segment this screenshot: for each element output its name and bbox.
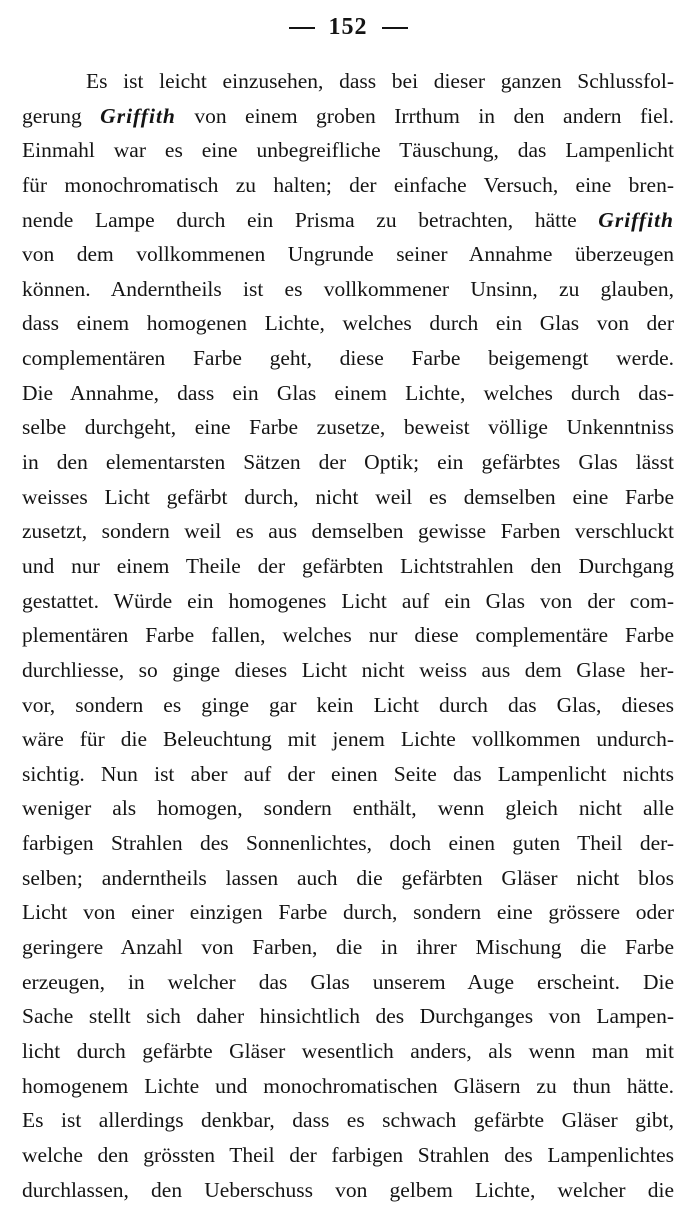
- text-line-4: für monochromatisch zu halten; der einfache Versuch, eine bren-: [22, 168, 674, 203]
- text-line-15: und nur einem Theile der gefärbten Lichtstrahlen den Durchgang: [22, 549, 674, 584]
- text-line-23: farbigen Strahlen des Sonnenlichtes, doch einen guten Theil der-: [22, 826, 674, 861]
- text-line-5: [22, 203, 674, 238]
- text-line-9: complementären Farbe geht, diese Farbe beigemengt werde.: [22, 341, 674, 376]
- text-line-25: Licht von einer einzigen Farbe durch, sondern eine grössere oder: [22, 895, 674, 930]
- text-line-13: weisses Licht gefärbt durch, nicht weil es demselben eine Farbe: [22, 480, 674, 515]
- text-segment: nende Lampe durch ein Prisma zu betrachten, hätte: [22, 208, 598, 232]
- page-header: [0, 14, 696, 41]
- page-number: 152: [329, 14, 368, 40]
- text-line-8: dass einem homogenen Lichte, welches durch ein Glas von der: [22, 306, 674, 341]
- text-line-18: durchliesse, so ginge dieses Licht nicht weiss aus dem Glase her-: [22, 653, 674, 688]
- text-line-24: selben; anderntheils lassen auch die gefärbten Gläser nicht blos: [22, 861, 674, 896]
- text-line-11: selbe durchgeht, eine Farbe zusetze, beweist völlige Unkenntniss: [22, 410, 674, 445]
- text-line-16: gestattet. Würde ein homogenes Licht auf ein Glas von der com-: [22, 584, 674, 619]
- text-line-19: vor, sondern es ginge gar kein Licht durch das Glas, dieses: [22, 688, 674, 723]
- text-segment: gerung: [22, 104, 100, 128]
- text-line-32: welche den grössten Theil der farbigen Strahlen des Lampenlichtes: [22, 1138, 674, 1173]
- text-line-21: sichtig. Nun ist aber auf der einen Seite das Lampenlicht nichts: [22, 757, 674, 792]
- text-line-2: [22, 99, 674, 134]
- text-line-3: Einmahl war es eine unbegreifliche Täuschung, das Lampenlicht: [22, 133, 674, 168]
- text-line-29: licht durch gefärbte Gläser wesentlich anders, als wenn man mit: [22, 1034, 674, 1069]
- text-line-28: Sache stellt sich daher hinsichtlich des Durchganges von Lampen-: [22, 999, 674, 1034]
- text-segment: von einem groben Irrthum in den andern fiel.: [176, 104, 674, 128]
- text-line-31: Es ist allerdings denkbar, dass es schwach gefärbte Gläser gibt,: [22, 1103, 674, 1138]
- text-line-27: erzeugen, in welcher das Glas unserem Auge erscheint. Die: [22, 965, 674, 1000]
- header-dash-right: [382, 27, 408, 29]
- text-line-10: Die Annahme, dass ein Glas einem Lichte, welches durch das-: [22, 376, 674, 411]
- text-line-6: von dem vollkommenen Ungrunde seiner Annahme überzeugen: [22, 237, 674, 272]
- author-name-emphasis: Griffith: [598, 208, 674, 232]
- text-line-33: durchlassen, den Ueberschuss von gelbem Lichte, welcher die: [22, 1173, 674, 1207]
- body-paragraph: [22, 64, 674, 1207]
- text-line-30: homogenem Lichte und monochromatischen Gläsern zu thun hätte.: [22, 1069, 674, 1104]
- text-line-1: Es ist leicht einzusehen, dass bei dieser ganzen Schlussfol-: [22, 64, 674, 99]
- text-line-26: geringere Anzahl von Farben, die in ihrer Mischung die Farbe: [22, 930, 674, 965]
- header-dash-left: [289, 27, 315, 29]
- text-line-7: können. Anderntheils ist es vollkommener Unsinn, zu glauben,: [22, 272, 674, 307]
- text-line-14: zusetzt, sondern weil es aus demselben gewisse Farben verschluckt: [22, 514, 674, 549]
- text-line-17: plementären Farbe fallen, welches nur diese complementäre Farbe: [22, 618, 674, 653]
- text-line-22: weniger als homogen, sondern enthält, wenn gleich nicht alle: [22, 791, 674, 826]
- text-line-12: in den elementarsten Sätzen der Optik; ein gefärbtes Glas lässt: [22, 445, 674, 480]
- author-name-emphasis: Griffith: [100, 104, 176, 128]
- text-line-20: wäre für die Beleuchtung mit jenem Lichte vollkommen undurch-: [22, 722, 674, 757]
